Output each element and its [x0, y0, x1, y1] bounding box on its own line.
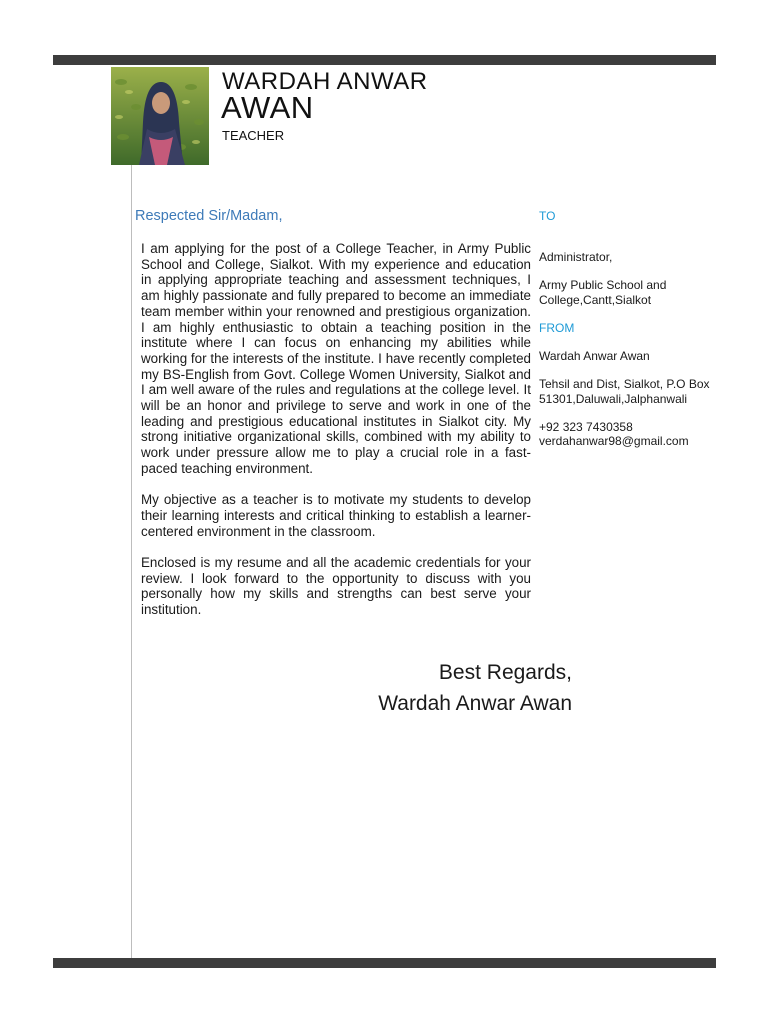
- bottom-border-bar: [53, 958, 716, 968]
- to-label: TO: [539, 209, 556, 223]
- signature-name: Wardah Anwar Awan: [378, 692, 572, 715]
- from-label: FROM: [539, 321, 575, 335]
- job-title: TEACHER: [222, 128, 285, 143]
- from-name: Wardah Anwar Awan: [539, 349, 650, 363]
- letter-paragraph-1: I am applying for the post of a College Teacher, in Army Public School and College, Sialkot. With my experience and education in applying appropriate teaching and assessment techniques, I am highly passionate and fully prepared to become an immediate team member within your renowned and prestigious organization. I am highly enthusiastic to obtain a teaching position in the institute where I can focus on enhancing my abilities while working for the interests of the institute. I have recently completed my BS-English from Govt. College Women University, Sialkot and I am well aware of the rules and regulations at the college level. It will be an honor and privilege to serve and work in one of the leading and prestigious educational institutes in Sialkot city. My strong initiative organizational skills, combined with my ability to work under pressure allow me to play a crucial role in a fast-paced teaching environment.: [141, 241, 531, 476]
- top-border-bar: [53, 55, 716, 65]
- salutation: Respected Sir/Madam,: [135, 208, 283, 224]
- name-first-line: WARDAH ANWAR: [222, 68, 428, 95]
- name-last-line: AWAN: [221, 90, 314, 125]
- letter-paragraph-3: Enclosed is my resume and all the academic credentials for your review. I look forward to the opportunity to discuss with you personally how my skills and strengths can best serve your institution.: [141, 555, 531, 618]
- from-phone: +92 323 7430358: [539, 420, 633, 434]
- to-title: Administrator,: [539, 250, 613, 264]
- profile-photo: [111, 67, 209, 165]
- closing-block: [378, 657, 572, 719]
- to-organization: Army Public School and College,Cantt,Sialkot: [539, 278, 667, 307]
- letter-body: [141, 241, 531, 634]
- from-email: verdahanwar98@gmail.com: [539, 434, 689, 448]
- from-address: Tehsil and Dist, Sialkot, P.O Box 51301,Daluwali,Jalphanwali: [539, 377, 710, 406]
- left-divider-line: [131, 165, 132, 958]
- letter-paragraph-2: My objective as a teacher is to motivate my students to develop their learning interests and critical thinking to establish a learner-centered environment in the classroom.: [141, 492, 531, 539]
- closing-text: Best Regards,: [438, 661, 572, 684]
